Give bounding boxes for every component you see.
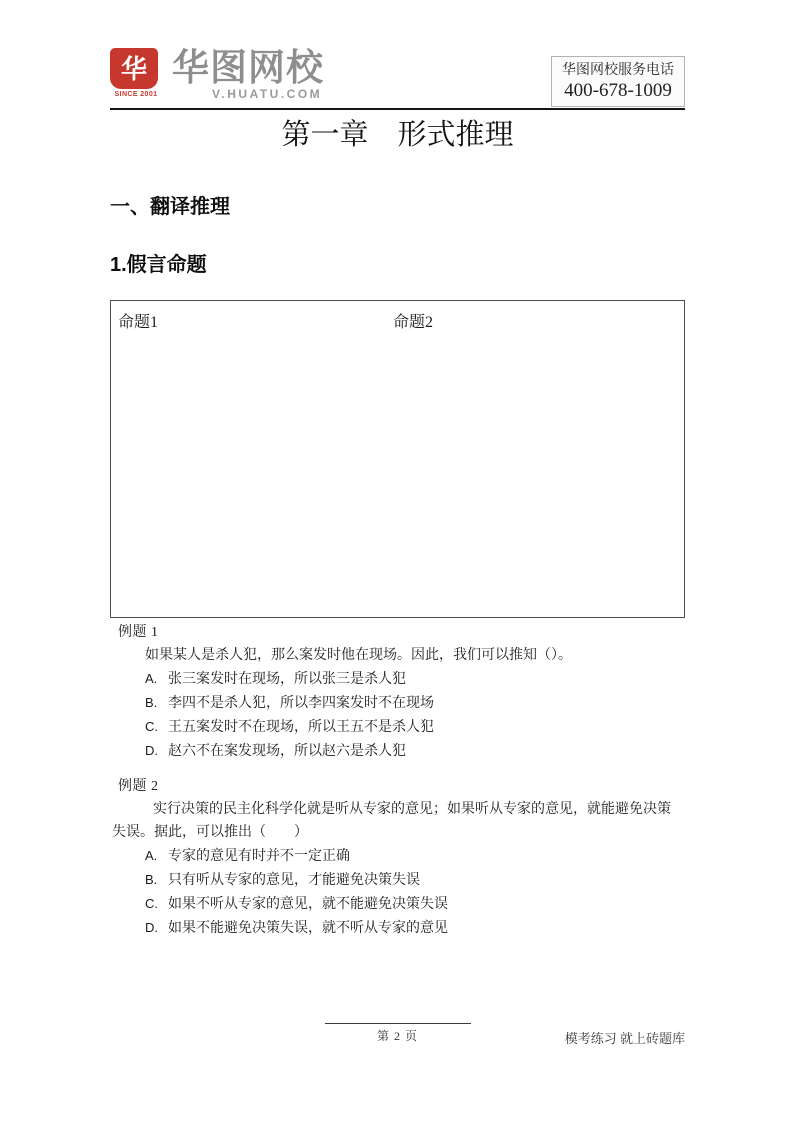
logo-emblem-wrap xyxy=(110,48,162,98)
example-2-option-c xyxy=(110,892,685,916)
brand-name: 华图网校 xyxy=(172,47,324,88)
example-1-option-d xyxy=(110,739,685,763)
option-text: 赵六不在案发现场，所以赵六是杀人犯 xyxy=(168,744,406,759)
option-text: 李四不是杀人犯，所以李四案发时不在现场 xyxy=(168,696,434,711)
huatu-emblem-icon xyxy=(110,48,158,89)
example-2-label: 例题 2 xyxy=(118,779,159,794)
option-letter: D. xyxy=(145,920,158,935)
example-1-label: 例题 1 xyxy=(118,625,159,640)
proposition-label-2: 命题2 xyxy=(393,314,434,331)
footer-row xyxy=(110,1027,685,1045)
option-letter: B. xyxy=(145,695,158,710)
option-text: 王五案发时不在现场，所以王五不是杀人犯 xyxy=(168,720,434,735)
chapter-title: 第一章 形式推理 xyxy=(281,119,514,151)
option-letter: A. xyxy=(145,671,158,686)
service-phone-number: 400-678-1009 xyxy=(564,80,672,101)
option-text: 张三案发时在现场，所以张三是杀人犯 xyxy=(168,672,406,687)
footer-slogan: 模考练习 就上砖题库 xyxy=(564,1031,685,1046)
emblem-glyph: 华 xyxy=(120,53,147,84)
option-text: 如果不能避免决策失误，就不听从专家的意见 xyxy=(168,921,448,936)
page-body xyxy=(110,116,685,940)
service-phone-label: 华图网校服务电话 xyxy=(562,63,674,78)
example-2-option-d xyxy=(110,916,685,940)
proposition-label-1: 命题1 xyxy=(118,314,159,331)
example-1-option-c xyxy=(110,715,685,739)
proposition-box xyxy=(110,300,685,618)
option-letter: D. xyxy=(145,743,158,758)
example-1-question: 如果某人是杀人犯，那么案发时他在现场。因此，我们可以推知（）。 xyxy=(145,648,572,663)
page-number: 第 2 页 xyxy=(376,1029,418,1043)
example-2-option-a xyxy=(110,844,685,868)
option-letter: B. xyxy=(145,872,158,887)
example-1-option-a xyxy=(110,667,685,691)
option-text: 专家的意见有时并不一定正确 xyxy=(168,849,350,864)
page-footer xyxy=(110,1023,685,1045)
brand-block xyxy=(172,48,324,101)
service-phone-box xyxy=(551,56,685,107)
subsection-heading: 1.假言命题 xyxy=(110,254,207,276)
example-1-option-b xyxy=(110,691,685,715)
option-letter: C. xyxy=(145,719,158,734)
example-1 xyxy=(110,621,685,763)
option-text: 如果不听从专家的意见，就不能避免决策失误 xyxy=(168,897,448,912)
option-letter: C. xyxy=(145,896,158,911)
header-divider xyxy=(110,108,685,110)
example-2-question-line-1: 实行决策的民主化科学化就是听从专家的意见；如果听从专家的意见，就能避免决策 xyxy=(153,802,671,817)
logo-since-text: SINCE 2001 xyxy=(114,91,158,98)
brand-site: V.HUATU.COM xyxy=(212,87,323,101)
option-letter: A. xyxy=(145,848,158,863)
option-text: 只有听从专家的意见，才能避免决策失误 xyxy=(168,873,420,888)
footer-divider xyxy=(325,1023,471,1024)
example-2 xyxy=(110,775,685,940)
example-2-question-line-2: 失误。据此，可以推出（ ） xyxy=(112,825,308,840)
example-2-option-b xyxy=(110,868,685,892)
page-header xyxy=(110,48,685,106)
section-heading: 一、翻译推理 xyxy=(110,196,230,218)
